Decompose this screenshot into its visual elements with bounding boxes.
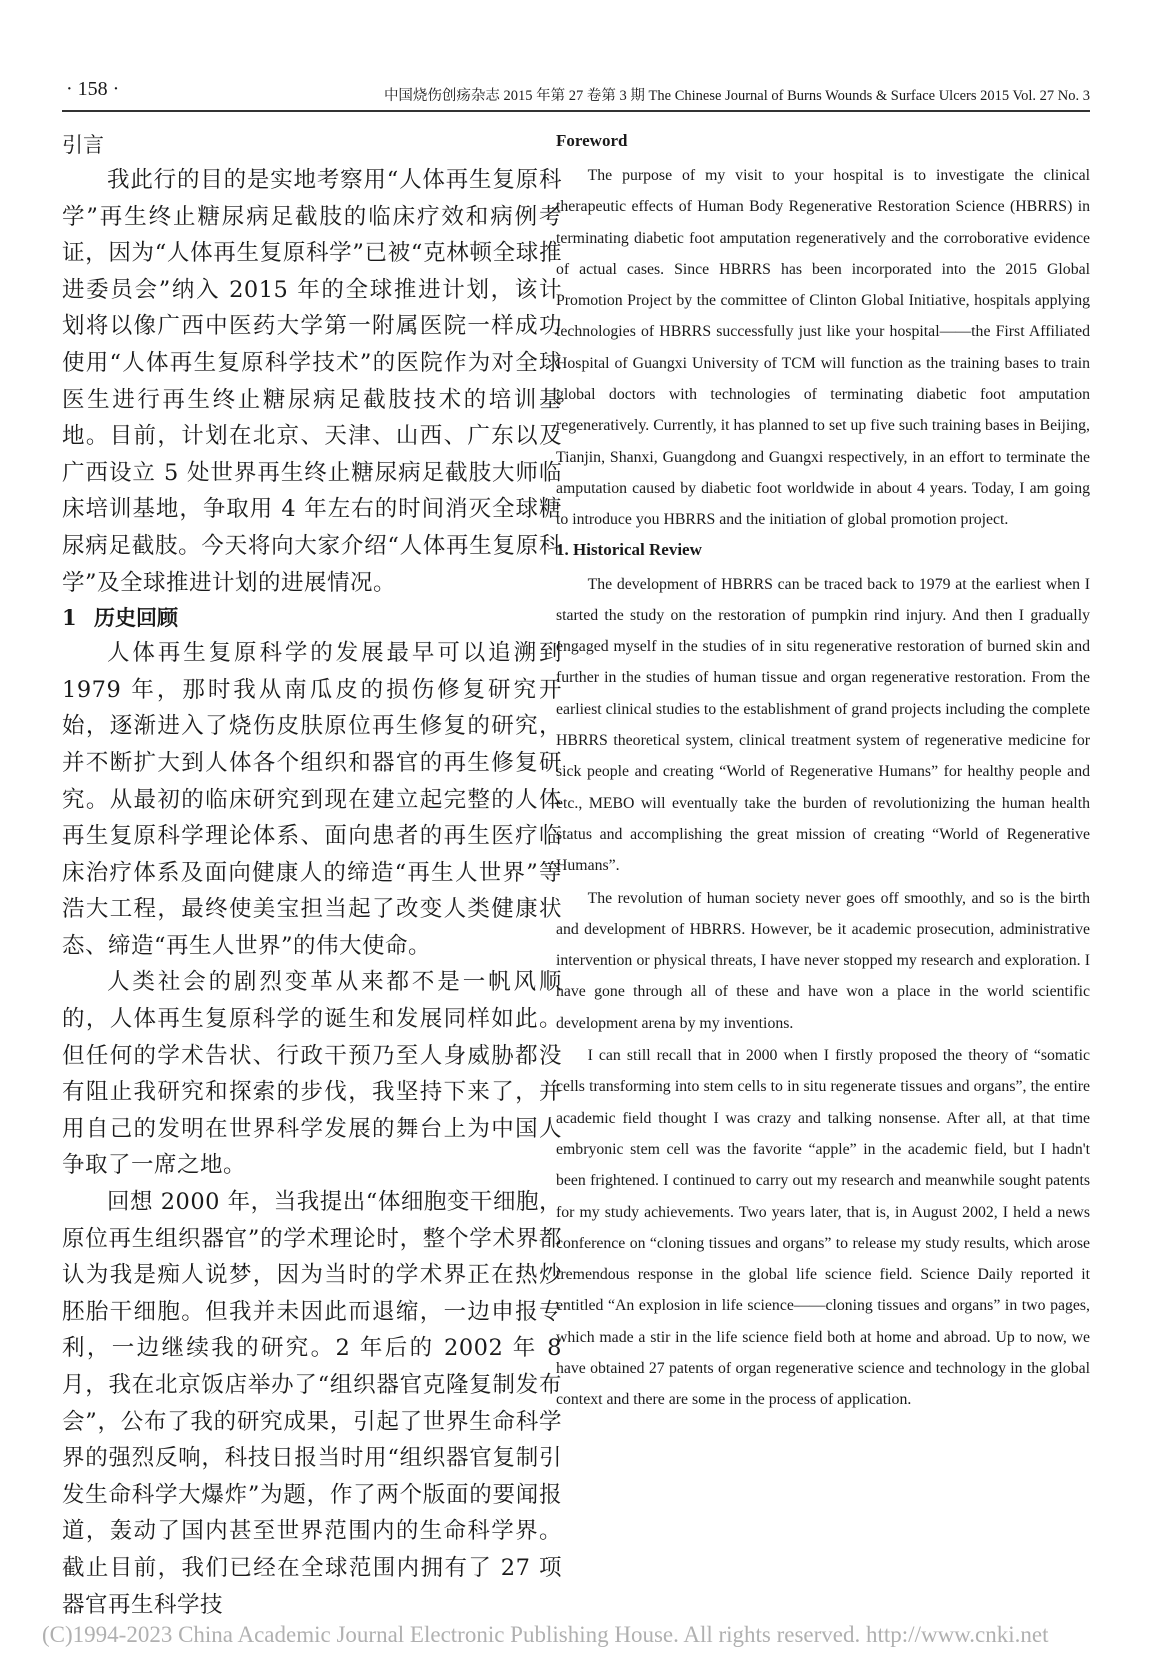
copyright-watermark: (C)1994-2023 China Academic Journal Electronic Publishing House. All rights reserved. http://www.cnki.net [42, 1622, 1049, 1647]
section-heading [62, 601, 562, 635]
intro-heading: 引言 [62, 133, 104, 157]
chinese-column [62, 128, 562, 1623]
paragraph: 人类社会的剧烈变革从来都不是一帆风顺的，人体再生复原科学的诞生和发展同样如此。但任何的学术告状、行政干预乃至人身威胁都没有阻止我研究和探索的步伐，我坚持下来了，并用自己的发明在世界科学发展的舞台上为中国人争取了一席之地。 [62, 969, 562, 1179]
paragraph: I can still recall that in 2000 when I firstly proposed the theory of “somatic cells transforming into stem cells to in situ regenerate tissues and organs”, the entire academic field thought I was crazy and talking nonsense. After all, at that time embryonic stem cell was the favorite “apple” in the academic field, but I hadn't been frightened. I continued to carry out my research and meanwhile sought patents for my study achievements. Two years later, that is, in August 2002, I held a news conference on “cloning tissues and organs” to release my study results, which arose tremendous response in the global life science field. Science Daily reported it entitled “An explosion in life science——cloning tissues and organs” in two pages, which made a stir in the life science field both at home and abroad. Up to now, we have obtained 27 patents of organ regenerative science and technology in the global context and there are some in the process of application. [556, 1047, 1090, 1409]
page-number: · 158 · [66, 78, 120, 100]
page-header [62, 78, 1090, 112]
section-heading-en: 1. Historical Review [556, 539, 702, 559]
paragraph: 人体再生复原科学的发展最早可以追溯到 1979 年，那时我从南瓜皮的损伤修复研究开始，逐渐进入了烧伤皮肤原位再生修复的研究，并不断扩大到人体各个组织和器官的再生修复研究。从最初的临床研究到现在建立起完整的人体再生复原科学理论体系、面向患者的再生医疗临床治疗体系及面向健康人的缔造“再生人世界”等浩大工程，最终使美宝担当起了改变人类健康状态、缔造“再生人世界”的伟大使命。 [62, 640, 562, 959]
english-column [556, 128, 1090, 1417]
foreword-heading: Foreword [556, 131, 628, 150]
intro-paragraph: 我此行的目的是实地考察用“人体再生复原科学”再生终止糖尿病足截肢的临床疗效和病例考证，因为“人体再生复原科学”已被“克林顿全球推进委员会”纳入 2015 年的全球推进计划，该计划将以像广西中医药大学第一附属医院一样成功使用“人体再生复原科学技术”的医院作为对全球医生进行再生终止糖尿病足截肢技术的培训基地。目前，计划在北京、天津、山西、广东以及广西设立 5 处世界再生终止糖尿病足截肢大师临床培训基地，争取用 4 年左右的时间消灭全球糖尿病足截肢。今天将向大家介绍“人体再生复原科学”及全球推进计划的进展情况。 [62, 167, 562, 596]
section-number: 1 [62, 605, 77, 631]
paragraph: 回想 2000 年，当我提出“体细胞变干细胞，原位再生组织器官”的学术理论时，整个学术界都认为我是痴人说梦，因为当时的学术界正在热炒胚胎干细胞。但我并未因此而退缩，一边申报专利，一边继续我的研究。2 年后的 2002 年 8 月，我在北京饭店举办了“组织器官克隆复制发布会”，公布了我的研究成果，引起了世界生命科学界的强烈反响，科技日报当时用“组织器官复制引发生命科学大爆炸”为题，作了两个版面的要闻报道，轰动了国内甚至世界范围内的生命科学界。截止目前，我们已经在全球范围内拥有了 27 项器官再生科学技 [62, 1189, 562, 1618]
paragraph: The revolution of human society never goes off smoothly, and so is the birth and development of HBRRS. However, be it academic prosecution, administrative intervention or physical threats, I have never stopped my research and exploration. I have gone through all of these and have won a place in the world scientific development arena by my inventions. [556, 889, 1090, 1032]
section-title: 历史回顾 [94, 605, 178, 631]
paragraph: The development of HBRRS can be traced back to 1979 at the earliest when I started the study on the restoration of pumpkin rind injury. And then I gradually engaged myself in the studies of in situ regenerative restoration of burned skin and further in the studies of human tissue and organ regenerative restoration. From the earliest clinical studies to the establishment of grand projects including the complete HBRRS theoretical system, clinical treatment system of regenerative medicine for sick people and creating “World of Regenerative Humans” for healthy people and etc., MEBO will eventually take the burden of revolutionizing the human health status and accomplishing the great mission of creating “World of Regenerative Humans”. [556, 575, 1090, 875]
foreword-paragraph: The purpose of my visit to your hospital is to investigate the clinical therapeutic effects of Human Body Regenerative Restoration Science (HBRRS) in terminating diabetic foot amputation regeneratively and the corroborative evidence of actual cases. Since HBRRS has been incorporated into the 2015 Global Promotion Project by the committee of Clinton Global Initiative, hospitals applying technologies of HBRRS successfully just like your hospital——the First Affiliated Hospital of Guangxi University of TCM will function as the training bases to train global doctors with technologies of terminating diabetic foot amputation regeneratively. Currently, it has planned to set up five such training bases in Beijing, Tianjin, Shanxi, Guangdong and Guangxi respectively, in an effort to terminate the amputation caused by diabetic foot worldwide in about 4 years. Today, I am going to introduce you HBRRS and the initiation of global promotion project. [556, 167, 1090, 529]
running-head: 中国烧伤创疡杂志 2015 年第 27 卷第 3 期 The Chinese Journal of Burns Wounds & Surface Ulcers 2015 Vol. 27 No. 3 [383, 88, 1090, 104]
